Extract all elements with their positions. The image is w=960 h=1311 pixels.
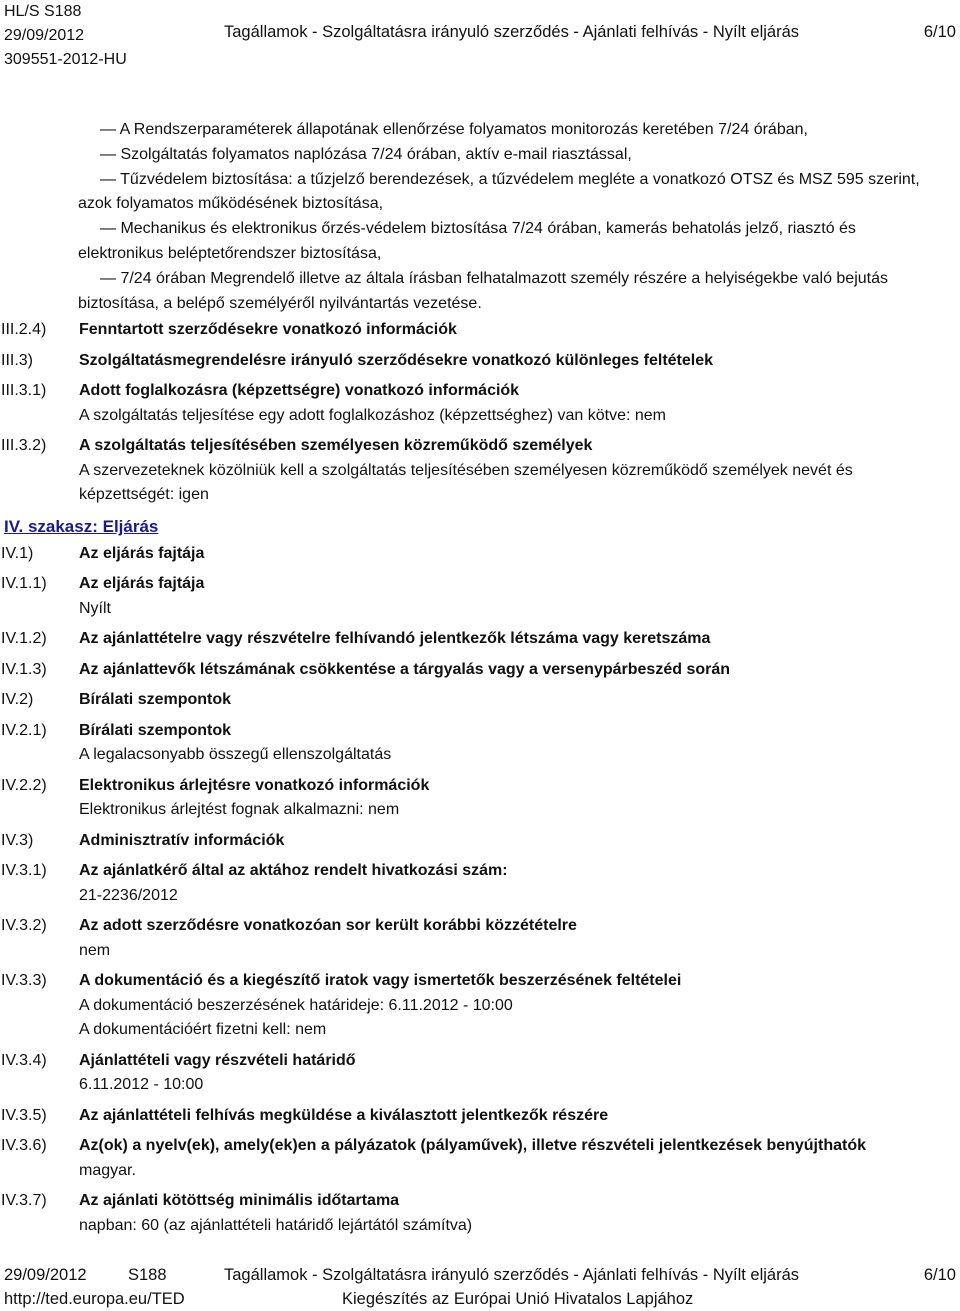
document-body	[0, 118, 960, 1244]
section-heading: Adminisztratív információk	[79, 831, 285, 849]
section-number: IV.3.6)	[1, 1137, 47, 1155]
footer-title: Tagállamok - Szolgáltatásra irányuló szerződés - Ajánlati felhívás - Nyílt eljárás	[224, 1266, 800, 1284]
footer-publisher: Kiegészítés az Európai Unió Hivatalos Lapjához	[342, 1290, 694, 1308]
section-number: IV.2)	[1, 691, 34, 709]
header-series: HL/S S188	[4, 3, 82, 20]
section-number: IV.2.1)	[1, 721, 47, 739]
section-heading: Az adott szerződésre vonatkozóan sor került korábbi közzétételre	[79, 917, 577, 935]
section-block	[0, 572, 960, 621]
header-title: Tagállamok - Szolgáltatásra irányuló szerződés - Ajánlati felhívás - Nyílt eljárás	[224, 23, 800, 41]
section-number: IV.3.2)	[1, 917, 47, 935]
section-block	[0, 434, 960, 508]
section-number: IV.3.5)	[1, 1106, 47, 1124]
section-block	[0, 859, 960, 908]
section-number: IV.1.2)	[1, 630, 47, 648]
section-heading: Ajánlattételi vagy részvételi határidő	[79, 1051, 356, 1069]
header-page-number: 6/10	[923, 23, 956, 41]
section-block	[0, 1049, 960, 1098]
section-text: nem	[79, 941, 111, 959]
section-heading: Az eljárás fajtája	[79, 544, 205, 562]
requirements-list	[78, 118, 960, 316]
header-date: 29/09/2012	[4, 27, 85, 44]
section-number: IV.3.1)	[1, 862, 47, 880]
section-number: IV.2.2)	[1, 776, 47, 794]
section-block	[0, 627, 960, 652]
section-heading: A dokumentáció és a kiegészítő iratok vagy ismertetők beszerzésének feltételei	[79, 972, 682, 990]
section-heading: Az ajánlati kötöttség minimális időtartama	[79, 1192, 400, 1210]
section-heading: Bírálati szempontok	[79, 721, 232, 739]
section-block	[0, 1104, 960, 1129]
section-block	[0, 1134, 960, 1183]
footer-date: 29/09/2012	[4, 1266, 87, 1284]
section-text: A dokumentáció beszerzésének határideje: 6.11.2012 - 10:00	[79, 996, 513, 1014]
section-block	[0, 1189, 960, 1238]
section-text: Nyílt	[79, 599, 111, 617]
list-item: — Szolgáltatás folyamatos naplózása 7/24 órában, aktív e-mail riasztással,	[100, 145, 632, 163]
section-block	[0, 914, 960, 963]
section-block	[0, 542, 960, 567]
list-item: — Tűzvédelem biztosítása: a tűzjelző berendezések, a tűzvédelem megléte a vonatkozó OTSZ és MSZ 595 szerint, azok folyamatos működésének biztosítása,	[78, 170, 920, 213]
section-number: III.3.1)	[1, 382, 47, 400]
list-item: — A Rendszerparaméterek állapotának ellenőrzése folyamatos monitorozás keretében 7/24 órában,	[100, 121, 808, 138]
section-title-text: IV. szakasz: Eljárás	[4, 516, 159, 536]
section-text: 21-2236/2012	[79, 886, 178, 904]
list-item: — Mechanikus és elektronikus őrzés-védelem biztosítása 7/24 órában, kamerás behatolás jelző, riasztó és elektronikus beléptetőrendszer biztosítása,	[78, 220, 856, 262]
section-heading: Elektronikus árlejtésre vonatkozó információk	[79, 776, 430, 794]
section-heading: Szolgáltatásmegrendelésre irányuló szerződésekre vonatkozó különleges feltételek	[79, 351, 714, 369]
section-text: A dokumentációért fizetni kell: nem	[79, 1021, 327, 1039]
section-text: napban: 60 (az ajánlattételi határidő lejártától számítva)	[79, 1216, 473, 1234]
section-text: Elektronikus árlejtést fognak alkalmazni: nem	[79, 801, 400, 819]
footer-page-number: 6/10	[923, 1266, 956, 1284]
section-number: IV.3.7)	[1, 1192, 47, 1210]
section-block	[0, 658, 960, 683]
section-heading: Az ajánlatkérő által az aktához rendelt hivatkozási szám:	[79, 862, 508, 880]
section-number: III.2.4)	[1, 321, 47, 339]
section-heading: Az ajánlattételi felhívás megküldése a kiválasztott jelentkezők részére	[79, 1106, 609, 1124]
section-number: IV.3.3)	[1, 972, 47, 990]
section-heading: Bírálati szempontok	[79, 691, 232, 709]
section-text: A legalacsonyabb összegű ellenszolgáltatás	[79, 746, 392, 764]
section-block	[0, 829, 960, 854]
section-title	[4, 514, 960, 540]
section-number: III.3.2)	[1, 437, 47, 455]
section-number: IV.1)	[1, 544, 34, 562]
section-block	[0, 688, 960, 713]
section-text: A szolgáltatás teljesítése egy adott foglalkozáshoz (képzettséghez) van kötve: nem	[79, 406, 666, 424]
section-number: IV.1.3)	[1, 660, 47, 678]
section-number: IV.3.4)	[1, 1051, 47, 1069]
footer-series: S188	[128, 1266, 167, 1284]
section-heading: Az(ok) a nyelv(ek), amely(ek)en a pályázatok (pályaművek), illetve részvételi jelentkezések benyújthatók	[79, 1137, 866, 1155]
section-text: A szervezeteknek közölniük kell a szolgáltatás teljesítésében személyesen közreműködő személyek nevét és képzettségét: igen	[79, 461, 853, 504]
section-heading: Az eljárás fajtája	[79, 575, 205, 593]
section-heading: Adott foglalkozásra (képzettségre) vonatkozó információk	[79, 382, 520, 400]
section-number: III.3)	[1, 351, 34, 369]
section-block	[0, 318, 960, 343]
section-text: magyar.	[79, 1161, 136, 1179]
section-number: IV.3)	[1, 831, 34, 849]
section-number: IV.1.1)	[1, 575, 47, 593]
section-block	[0, 379, 960, 428]
section-block	[0, 774, 960, 823]
footer-url-link[interactable]: http://ted.europa.eu/TED	[4, 1290, 185, 1308]
list-item: — 7/24 órában Megrendelő illetve az általa írásban felhatalmazott személy részére a helyiségekbe való bejutás biztosítása, a belépő személyéről nyilvántartás vezetése.	[78, 269, 888, 312]
section-block	[0, 719, 960, 768]
section-block	[0, 349, 960, 374]
section-heading: Az ajánlattevők létszámának csökkentése a tárgyalás vagy a versenypárbeszéd során	[79, 660, 731, 678]
section-heading: Az ajánlattételre vagy részvételre felhívandó jelentkezők létszáma vagy keretszáma	[79, 630, 711, 648]
section-text: 6.11.2012 - 10:00	[79, 1076, 204, 1094]
header-left	[4, 0, 127, 72]
section-heading: A szolgáltatás teljesítésében személyesen közreműködő személyek	[79, 437, 593, 455]
section-block	[0, 969, 960, 1043]
header-reference: 309551-2012-HU	[4, 51, 127, 68]
section-heading: Fenntartott szerződésekre vonatkozó információk	[79, 321, 457, 339]
